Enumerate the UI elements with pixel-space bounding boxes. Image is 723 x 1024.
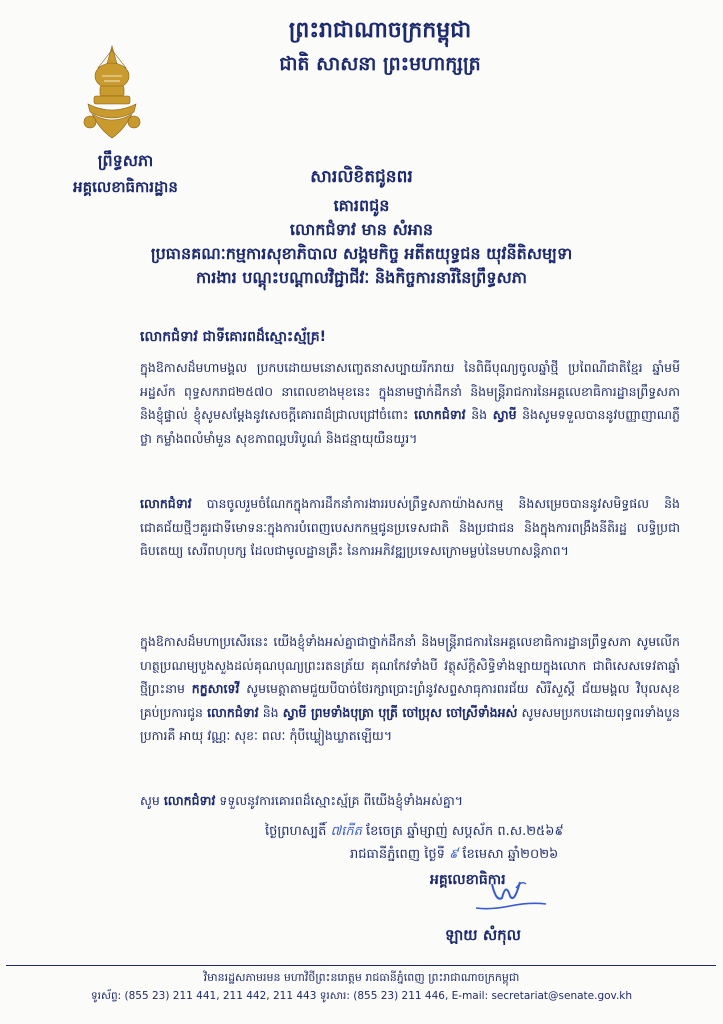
paragraph-1 <box>140 356 680 450</box>
signer-title: អគ្គលេខាធិការ <box>430 872 506 888</box>
paragraph-3-bold-3: ស្វាមី ព្រមទាំងបុត្រា បុត្រី ចៅប្រុស ចៅស្រីទាំងអស់ <box>282 704 518 720</box>
phone-numbers: (855 23) 211 441, 211 442, 211 443 <box>124 990 317 1002</box>
paragraph-2-text: បានចូលរួមចំណែកក្នុងការដឹកនាំការងាររបស់ព្រឹទ្ធសភាយ៉ាងសកម្ម និងសម្រេចបាននូវសមិទ្ធផល និងជោគជ័យថ្មីៗគួរជាទីមោទនៈក្នុងការបំពេញបេសកកម្មជូនប្រទេសជាតិ និងប្រជាជន និងក្នុងការពង្រឹងនីតិរដ្ឋ លទ្ធិប្រជាធិបតេយ្យ សេរីពហុបក្ស ដែលជាមូលដ្ឋានគ្រឹះ នៃការអភិវឌ្ឍប្រទេសក្រោមម្លប់នៃមហាសន្តិភាព។ <box>140 496 680 558</box>
paragraph-2-bold: លោកជំទាវ <box>140 496 192 511</box>
signer-name: ឡាយ សំកុល <box>445 926 521 944</box>
paragraph-3-bold-2: លោកជំទាវ <box>207 704 259 720</box>
paragraph-3-mid: សូមមេត្តាតាមជួយបីបាច់ថែរក្សាប្រោះព្រំនូវសព្ទសាធុការពរជ័យ សិរីសួស្តី ជ័យមង្គល វិបុលសុខគ្រប់ប្រការជូន <box>140 681 680 720</box>
recipient-name: លោកជំទាវ មាន សំអាន <box>289 220 434 239</box>
lunar-date-handwritten: ៧កើត <box>330 824 362 839</box>
paragraph-3-mid-2: និង <box>262 704 279 720</box>
organization-name: ព្រឹទ្ធសភា <box>97 151 154 170</box>
paragraph-1-mid: និង <box>471 407 488 422</box>
email-address: E-mail: secretariat@senate.gov.kh <box>451 990 633 1002</box>
footer-contact <box>0 990 723 1005</box>
paragraph-1-end: និងសូមទទួលបាននូវបញ្ញាញាណភ្លឺថ្លា កម្លាំងពលំមាំមួន សុខភាពល្អបរិបូណ៌ និងជន្មាយុយឺនយូរ។ <box>140 407 680 446</box>
paragraph-4-pre: សូម <box>140 793 160 808</box>
paragraph-3-bold-1: កក្ខសាទេវី <box>191 681 240 696</box>
lunar-date-rest: ខែចេត្រ ឆ្នាំម្សាញ់ សប្តស័ក ព.ស.២៥៦៩ <box>365 824 564 839</box>
lunar-date <box>265 823 695 842</box>
solar-date-rest: ខែមេសា ឆ្នាំ២០២៦ <box>462 847 559 862</box>
paragraph-4 <box>140 789 680 813</box>
fax-number: (855 23) 211 446, <box>353 990 449 1002</box>
paragraph-1-bold-1: លោកជំទាវ <box>414 407 466 422</box>
lunar-date-day: ថ្ងៃព្រហស្បតិ៍ <box>265 824 327 839</box>
handwritten-signature-icon <box>470 870 550 920</box>
footer-address: វិមានរដ្ឋសភាមរមន មហាវិថីព្រះនរោត្តម រាជធានីភ្នំពេញ ព្រះរាជាណាចក្រកម្ពុជា <box>203 971 520 984</box>
paragraph-3-text: ក្នុងឱកាសដ៏មហាប្រសើរនេះ យើងខ្ញុំទាំងអស់គ្នាជាថ្នាក់ដឹកនាំ និងមន្ត្រីរាជការនៃអគ្គលេខាធិការដ្ឋានព្រឹទ្ធសភា សូមលើកហត្ថប្រណម្យបួងសួងដល់គុណបុណ្យព្រះរតនត្រ័យ គុណកែវទាំងបី វត្ថុស័ក្តិសិទ្ធិទាំងឡាយក្នុងលោក ជាពិសេសទេវតាឆ្នាំថ្មីព្រះនាម <box>140 634 680 696</box>
paragraph-4-bold: លោកជំទាវ <box>163 793 216 808</box>
recipient-intro: គោរពជូន <box>333 196 390 215</box>
recipient-role-line-1: ប្រធានគណៈកម្មការសុខាភិបាល សង្គមកិច្ច អតីតយុទ្ធជន យុវនីតិសម្បទា <box>150 244 573 263</box>
paragraph-1-bold-2: ស្វាមី <box>492 407 517 422</box>
document-title: សារលិខិតជូនពរ <box>310 167 413 187</box>
organization-department: អគ្គលេខាធិការដ្ឋាន <box>73 178 178 196</box>
solar-date <box>350 846 710 865</box>
phone-label: ទូរស័ព្ទ: <box>90 990 122 1002</box>
paragraph-1-text: ក្នុងឱកាសដ៏មហាមង្គល ប្រកបដោយមនោសញ្ចេតនាសប្បាយរីករាយ នៃពិធីបុណ្យចូលឆ្នាំថ្មី ប្រពៃណីជាតិខ្មែរ ឆ្នាំមមី អដ្ឋស័ក ពុទ្ធសករាជ២៥៧០ នាពេលខាងមុខនេះ ក្នុងនាមថ្នាក់ដឹកនាំ និងមន្ត្រីរាជការនៃអគ្គលេខាធិការដ្ឋានព្រឹទ្ធសភា និងខ្ញុំផ្ទាល់ ខ្ញុំសូមសម្តែងនូវសេចក្តីគោរពដ៏ជ្រាលជ្រៅចំពោះ <box>140 360 680 422</box>
paragraph-4-end: ទទួលនូវការគោរពដ៏ស្មោះស្ម័គ្រ ពីយើងខ្ញុំទាំងអស់គ្នា។ <box>219 793 463 808</box>
recipient-role-line-2: ការងារ បណ្តុះបណ្តាលវិជ្ជាជីវៈ និងកិច្ចការនារីនៃព្រឹទ្ធសភា <box>196 268 527 287</box>
footer-divider <box>6 965 716 966</box>
paragraph-3-end: សូមសមប្រកបដោយពុទ្ធពរទាំងបួនប្រការគឺ អាយុ វណ្ណៈ សុខៈ ពលៈ កុំបីឃ្លៀងឃ្លាតឡើយ។ <box>140 704 680 743</box>
fax-label: ទូរសារ: <box>319 990 350 1002</box>
paragraph-3 <box>140 630 680 748</box>
kingdom-header: ព្រះរាជាណាចក្រកម្ពុជា <box>288 18 472 43</box>
solar-date-handwritten: ៩ <box>449 847 459 862</box>
senate-emblem-icon <box>80 42 144 142</box>
paragraph-2 <box>140 492 680 563</box>
salutation: លោកជំទាវ ជាទីគោរពដ៏ស្មោះស្ម័គ្រ! <box>140 329 326 345</box>
solar-date-place: រាជធានីភ្នំពេញ ថ្ងៃទី <box>350 847 445 862</box>
national-motto: ជាតិ សាសនា ព្រះមហាក្សត្រ <box>279 53 481 75</box>
